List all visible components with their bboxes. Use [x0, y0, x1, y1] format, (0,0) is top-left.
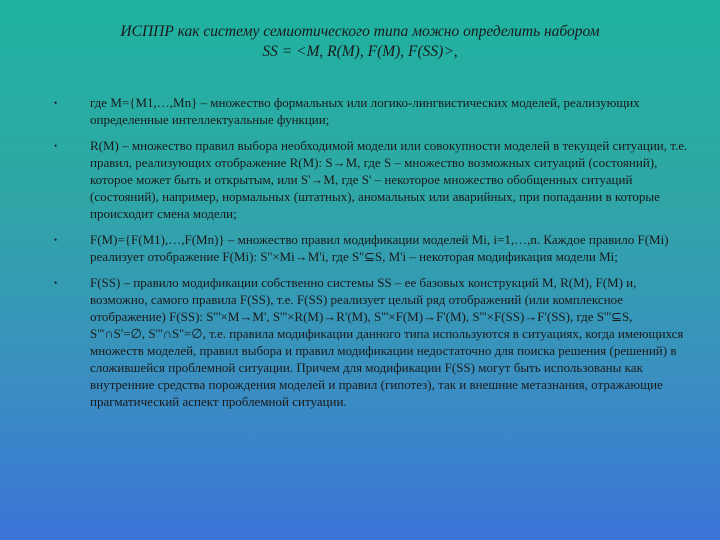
bullet-list [48, 94, 690, 410]
bullet-text: F(M)={F(M1),…,F(Mn)} – множество правил модификации моделей Mi, i=1,…,n. Каждое правило F(Mi) реализует отображение F(Mi): S''×Mi→M'i, где S''⊆S, M'i – некоторая модификация модели Mi; [90, 232, 669, 264]
bullet-item-selection-rules [48, 137, 690, 222]
bullet-item-system-modification [48, 274, 690, 410]
bullet-text: F(SS) – правило модификации собственно системы SS – ее базовых конструкций M, R(M), F(M) и, возможно, самого правила F(SS), т.е. F(SS) реализует целый ряд отображений (или комплексное отображение) F(SS): S'''×M→M', S'''×R(M)→R'(M), S'''×F(M)→F'(M), S'''×F(SS)→F'(SS), где S'''⊆S, S'''∩S'=∅, S'''∩S''=∅, т.е. правила модификации данного типа используются в ситуациях, когда имеющихся множеств моделей, правил выбора и правил модификации недостаточно для поиска решения (решений) в сложившейся проблемной ситуации. Причем для модификации F(SS) могут быть использованы как внутренние средства порождения моделей и правил (гипотез), так и внешние метазнания, отражающие прагматический аспект проблемной ситуации. [90, 275, 684, 409]
bullet-dot-icon: • [54, 141, 58, 151]
bullet-text: где M={M1,…,Mn} – множество формальных или логико-лингвистических моделей, реализующих определенные интеллектуальные функции; [90, 95, 640, 127]
title-line-1: ИСППР как систему семиотического типа можно определить набором [120, 23, 600, 40]
title-line-2: SS = <M, R(M), F(M), F(SS)>, [262, 43, 458, 60]
bullet-dot-icon: • [54, 278, 58, 288]
bullet-item-models [48, 94, 690, 128]
slide-title [40, 22, 680, 62]
bullet-dot-icon: • [54, 235, 58, 245]
bullet-dot-icon: • [54, 98, 58, 108]
bullet-item-modification-rules [48, 231, 690, 265]
bullet-text: R(M) – множество правил выбора необходимой модели или совокупности моделей в текущей ситуации, т.е. правил, реализующих отображение R(M): S→M, где S – множество возможных ситуаций (состояний), которое может быть и открытым, или S'→M, где S' – некоторое множество обобщенных ситуаций (состояний), например, нормальных (штатных), аномальных или аварийных, при попадании в которые происходит смена модели; [90, 138, 688, 221]
